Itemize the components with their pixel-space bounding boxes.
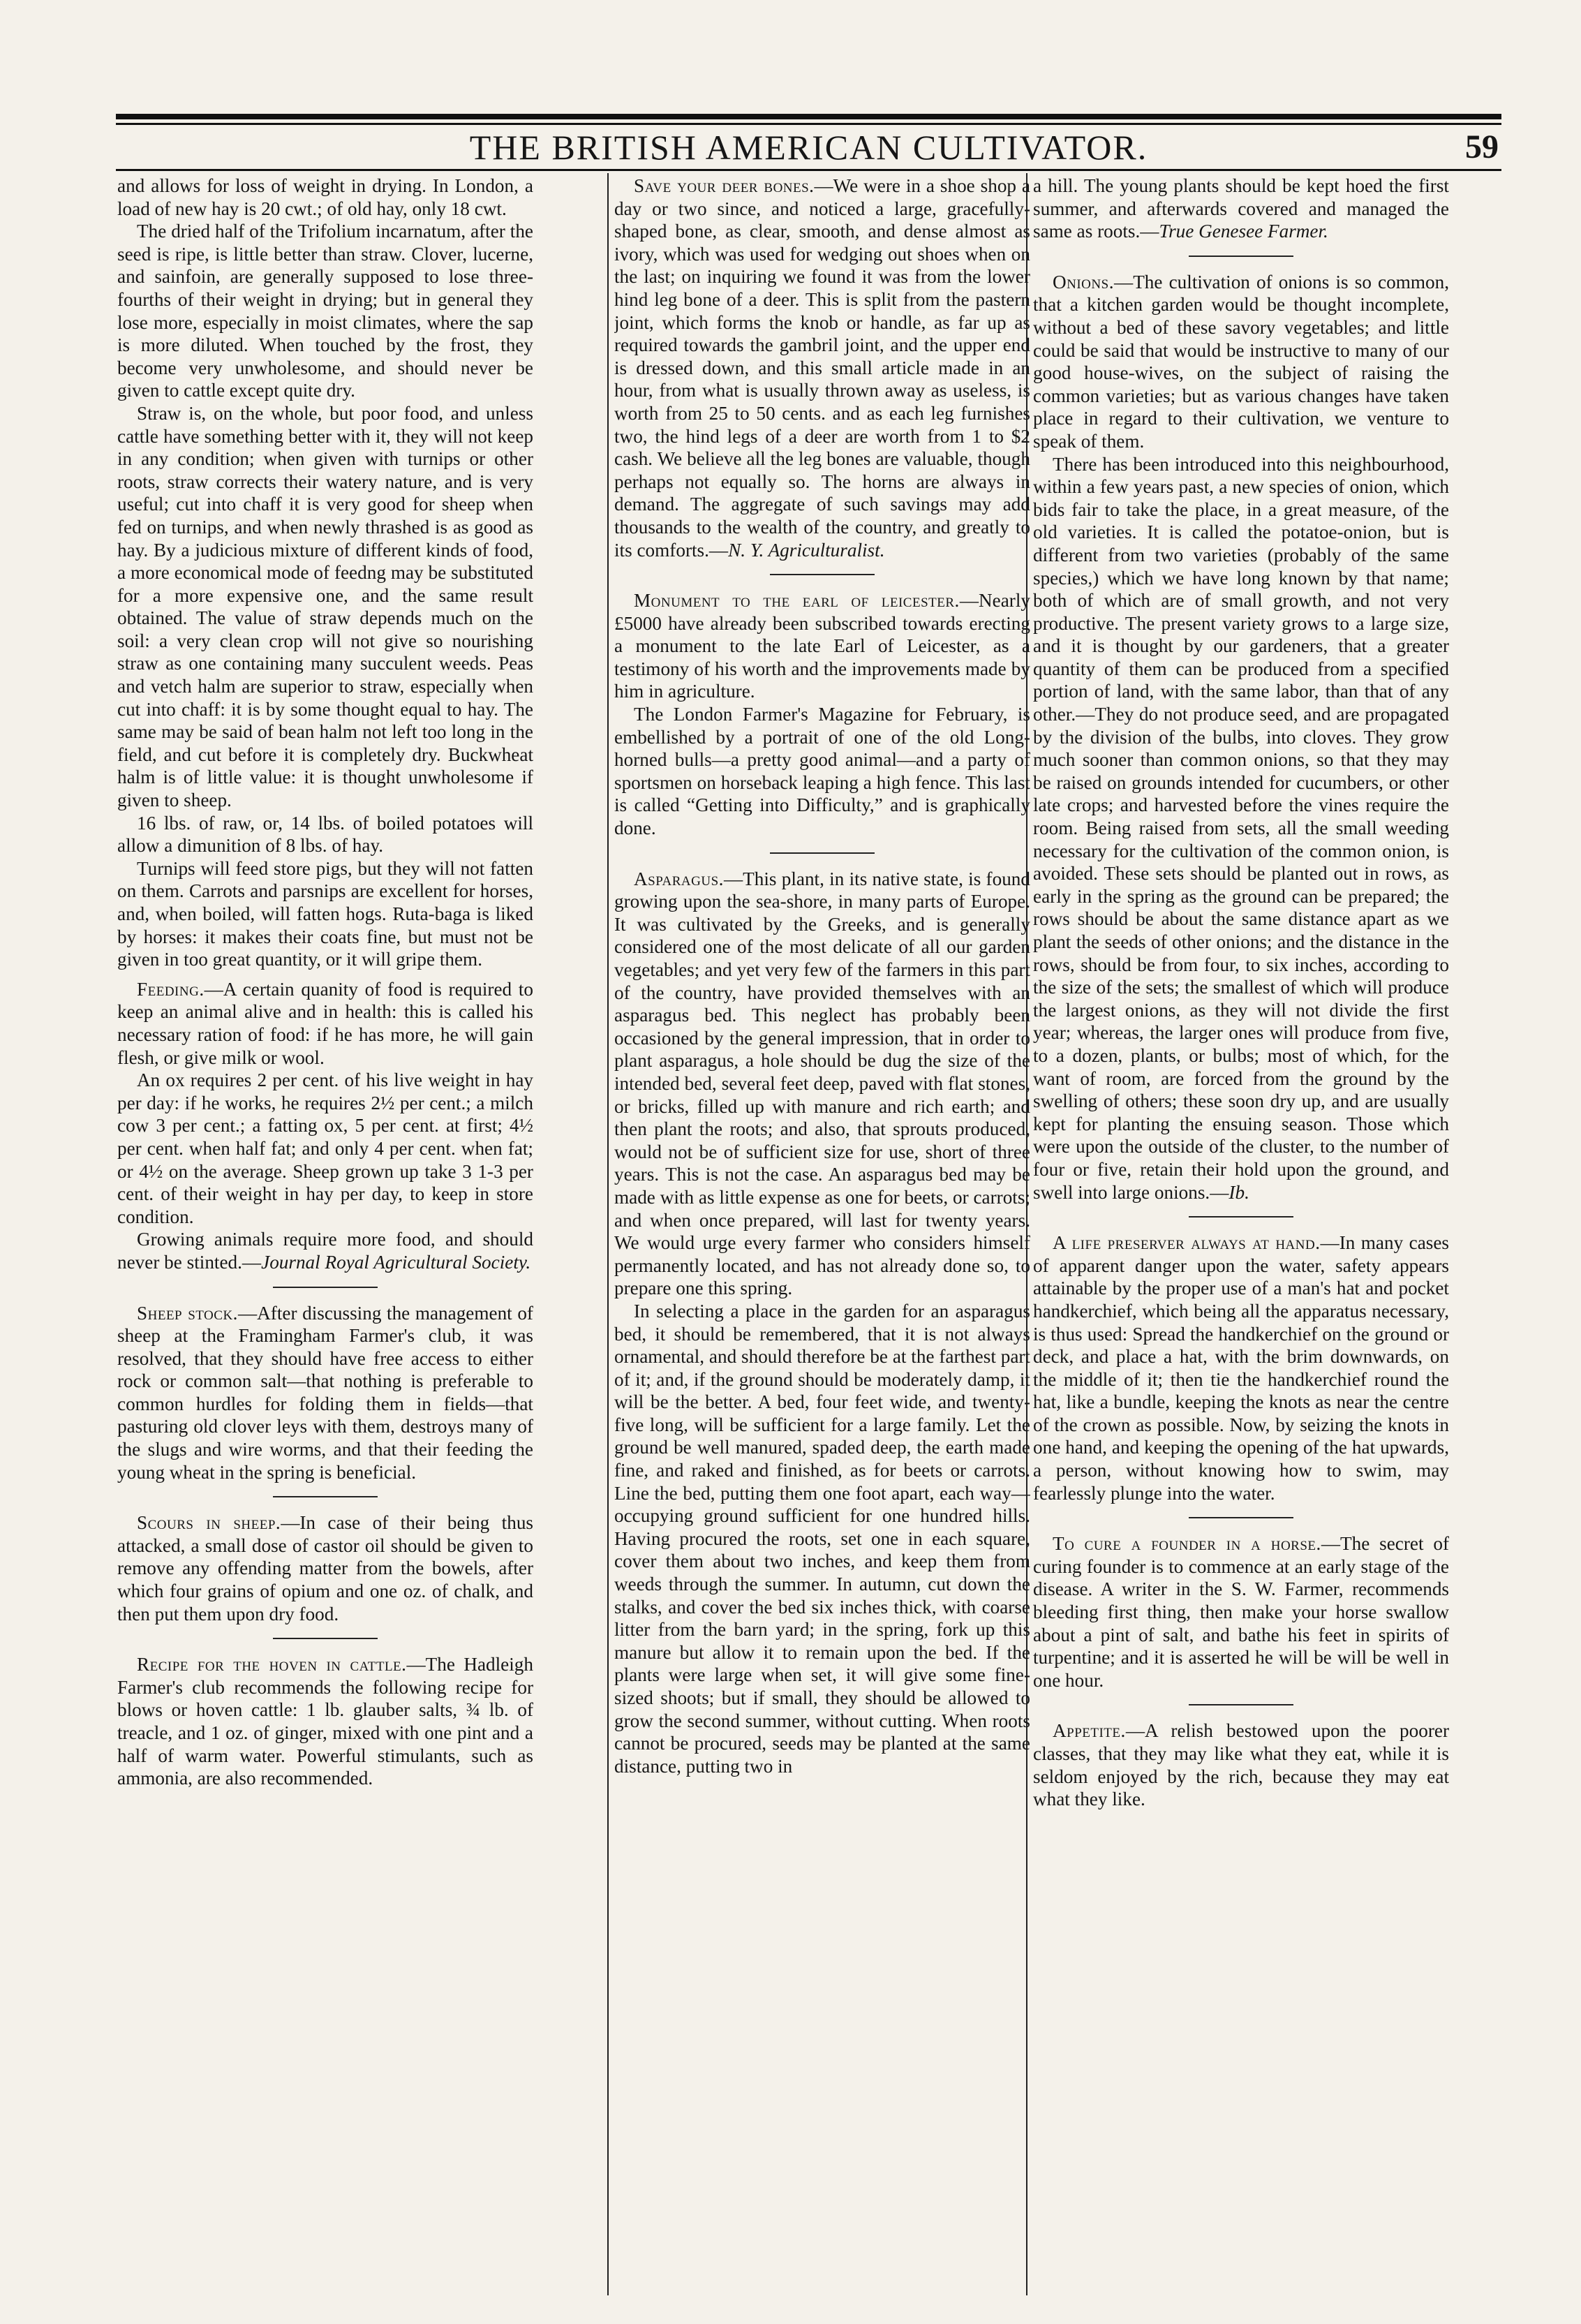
article-heading: Feeding. xyxy=(137,978,205,1000)
page-number: 59 xyxy=(1465,128,1499,165)
article-body: —We were in a shoe shop a day or two since, and noticed a large, gracefully-shaped bone, as clear, smooth, and dense almost as ivory, which was used for wedging out shoes when on the last; on inquiring we found it was from the lower hind leg bone of a deer. This is split from the pastern joint, which forms the knob or handle, as far up as required towards the gambril joint, and the upper end is dressed down, and this small article made in an hour, from what is usually thrown away as useless, is worth from 25 to 50 cents. and as each leg furnishes two, the hind legs of a deer are worth from 1 to $2 cash. We believe all the leg bones are valuable, though perhaps not equally so. The horns are always in demand. The aggregate of such savings may add thousands to the wealth of the country, and greatly to its comforts.— xyxy=(614,175,1030,561)
header-rule-thin xyxy=(116,123,1501,125)
article-asparagus-continued xyxy=(1033,175,1449,243)
paragraph: The London Farmer's Magazine for February, is embellished by a portrait of one of the old Long-horned bulls—a pretty good animal—and a party of sportsmen on horseback leaping a high fence. This last is called “Getting into Difficulty,” and is graphically done. xyxy=(614,704,1030,839)
article-heading: Appetite. xyxy=(1053,1720,1126,1742)
article-body: —This plant, in its native state, is found growing upon the sea-shore, in many parts of Europe. It was cultivated by the Greeks, and is generally considered one of the most delicate of all our garden vegetables; and yet very few of the farmers in this part of the country, have provided themselves with an asparagus bed. This neglect has probably been occasioned by the general impression, that in order to plant asparagus, a hole should be dug the size of the intended bed, several feet deep, paved with flat stones, or bricks, filled up with manure and rich earth; and then plant the roots; and also, that sprouts produced, would not be of sufficient size for use, short of three years. This is not the case. An asparagus bed may be made with as little expense as one for beets, or carrots; and when once prepared, will last for twenty years. We would urge every farmer who considers himself permanently located, and has not already done so, to prepare one this spring. xyxy=(614,868,1030,1299)
paragraph: Growing animals require more food, and should never be stinted.— xyxy=(117,1229,533,1273)
article-heading: Sheep stock. xyxy=(137,1302,238,1324)
article-sheep-stock xyxy=(117,1302,533,1484)
article-heading: To cure a founder in a horse. xyxy=(1053,1533,1321,1555)
paragraph: The dried half of the Trifolium incarnatum, after the seed is ripe, is little better than straw. Clover, lucerne, and sainfoin, are generally supposed to lose three-fourths of their weight in drying; but in general they lose more, especially in moist climates, where the sap is more diluted. When touched by the frost, they become very unwholesome, and should never be given to cattle except quite dry. xyxy=(117,221,533,401)
article-body: —In many cases of apparent danger upon the water, safety appears attainable by the proper use of a man's hat and pocket handkerchief, which being all the apparatus necessary, is thus used: Spread the handkerchief on the ground or deck, and place a hat, with the brim downwards, on the middle of it; then tie the handkerchief round the hat, like a bundle, keeping the knots as near the centre of the crown as possible. Now, by seizing the knots in one hand, and keeping the opening of the hat upwards, a person, without knowing how to swim, may fearlessly plunge into the water. xyxy=(1033,1232,1449,1504)
article-heading: Save your deer bones. xyxy=(634,175,815,196)
paragraph: An ox requires 2 per cent. of his live weight in hay per day: if he works, he requires 2½ per cent.; a milch cow 3 per cent.; a fatting ox, 5 per cent. at first; 4½ per cent. when half fat; and only 4 per cent. when fat; or 4½ on the average. Sheep grown up take 3 1-3 per cent. of their weight in hay per day, to keep in store condition. xyxy=(117,1070,533,1227)
source-credit: N. Y. Agriculturalist. xyxy=(728,539,885,561)
article-hoven xyxy=(117,1653,533,1790)
article-separator xyxy=(770,852,875,854)
article-separator xyxy=(273,1287,378,1288)
source-credit: Ib. xyxy=(1229,1181,1249,1203)
article-separator xyxy=(1189,1704,1293,1705)
article-hay xyxy=(117,175,533,971)
article-separator xyxy=(1189,1216,1293,1217)
paragraph: and allows for loss of weight in drying. In London, a load of new hay is 20 cwt.; of old hay, only 18 cwt. xyxy=(117,175,533,219)
article-body: —A certain quanity of food is required to keep an animal alive and in health: this is called his necessary ration of food: if he has more, he will gain flesh, or give milk or wool. xyxy=(117,978,533,1068)
paragraph: There has been introduced into this neighbourhood, within a few years past, a new species of onion, which bids fair to take the place, in a great measure, of the old varieties. It is called the potatoe-onion, but is different from two varieties (probably of the same species,) which we have long known by that name; both of which are of small growth, and not very productive. The present variety grows to a large size, and it is thought by our gardeners, that a greater quantity of them can be produced from a specified portion of land, with the same labor, than that of any other.—They do not produce seed, and are propagated by the division of the bulbs, into cloves. They grow much sooner than common onions, so that they may be raised on grounds intended for cucumbers, or other late crops; and harvested before the vines require the room. Being raised from sets, all the small weeding necessary for the cultivation of the common onion, is avoided. These sets should be planted out in rows, as early in the spring as the ground can be prepared; the rows should be about the same distance apart as we plant the seeds of other onions; and the distance in the rows, should be from four, to six inches, according to the size of the sets; the smallest of which will produce the largest onions, as they will not divide the first year; whereas, the larger ones will produce from five, to a dozen, plants, or bulbs; most of which, for the want of room, are forced from the ground by the swelling of others; these soon dry up, and are usually kept for planting the ensuing season. Those which were upon the outside of the cluster, to the number of four or five, retain their hold upon the ground, and swell into large onions.— xyxy=(1033,453,1449,1203)
article-body: a hill. The young plants should be kept hoed the first summer, and afterwards covered and managed the same as roots.— xyxy=(1033,175,1449,242)
column-1 xyxy=(117,175,533,2290)
paragraph: Straw is, on the whole, but poor food, and unless cattle have something better with it, they will not keep in any condition; when given with turnips or other roots, straw corrects their watery nature, and is very useful; cut into chaff it is very good for sheep when fed on turnips, and when newly thrashed is as good as hay. By a judicious mixture of different kinds of food, a more economical mode of feedng may be substituted for a more expensive one, and the same result obtained. The value of straw depends much on the soil: a very clean crop will not give so nourishing straw as one containing many succulent weeds. Peas and vetch halm are superior to straw, especially when cut into chaff: it is by some thought equal to hay. The same may be said of bean halm not left too long in the field, and cut before it is completely dry. Buckwheat halm is of little value: it is thought unwholesome if given to sheep. xyxy=(117,402,533,811)
article-onions xyxy=(1033,271,1449,1204)
article-separator xyxy=(273,1638,378,1639)
column-2 xyxy=(614,175,1030,2290)
article-body: —A relish bestowed upon the poorer classes, that they may like what they eat, while it is seldom enjoyed by the rich, because they may eat what they like. xyxy=(1033,1720,1449,1810)
article-heading: Recipe for the hoven in cattle. xyxy=(137,1654,407,1675)
article-scours xyxy=(117,1511,533,1625)
article-asparagus xyxy=(614,868,1030,1778)
article-monument xyxy=(614,589,1030,840)
paragraph: In selecting a place in the garden for an asparagus bed, it should be remembered, that it is not always ornamental, and should therefore be at the farthest part of it; and, if the ground should be moderately damp, it will be the better. A bed, four feet wide, and twenty-five long, will be sufficient for a large family. Let the ground be well manured, spaded deep, the earth made fine, and raked and finished, as for beets or carrots. Line the bed, putting them one foot apart, each way—occupying ground sufficient for one hundred hills. Having procured the roots, set one in each square, cover them about two inches, and keep them from weeds through the summer. In autumn, cut down the stalks, and cover the bed six inches thick, with coarse litter from the barn yard; in the spring, fork up this manure but allow it to remain upon the bed. If the plants were large when set, it will give some fine-sized shoots; but if small, they should be allowed to grow the second summer, without cutting. When roots cannot be procured, seeds may be planted at the same distance, putting two in xyxy=(614,1300,1030,1777)
column-rule-1 xyxy=(607,173,609,2295)
article-appetite xyxy=(1033,1719,1449,1810)
paragraph: 16 lbs. of raw, or, 14 lbs. of boiled potatoes will allow a dimunition of 8 lbs. of hay. xyxy=(117,812,533,857)
article-separator xyxy=(1189,256,1293,257)
header-rule-thick xyxy=(116,114,1501,119)
article-separator xyxy=(273,1496,378,1497)
article-heading: Asparagus. xyxy=(634,868,724,889)
source-credit: Journal Royal Agricultural Society. xyxy=(261,1251,531,1273)
article-heading: Onions. xyxy=(1053,271,1114,293)
article-separator xyxy=(770,574,875,575)
running-header xyxy=(116,126,1501,171)
article-separator xyxy=(1189,1517,1293,1518)
article-body: —The Hadleigh Farmer's club recommends the following recipe for blows or hoven cattle: 1 lb. glauber salts, ¾ lb. of treacle, and 1 oz. of ginger, mixed with one pint and a half of warm water. Powerful stimulants, such as ammonia, are also recommended. xyxy=(117,1654,533,1789)
article-body: —The secret of curing founder is to commence at an early stage of the disease. A writer in the S. W. Farmer, recommends bleeding first thing, then make your horse swallow about a pint of salt, and bathe his feet in spirits of turpentine; and it is asserted he will be will be well in one hour. xyxy=(1033,1533,1449,1691)
page-title: THE BRITISH AMERICAN CULTIVATOR. xyxy=(469,128,1148,167)
article-heading: Scours in sheep. xyxy=(137,1512,281,1534)
article-body: —The cultivation of onions is so common, that a kitchen garden would be thought incomplete, without a bed of these savory vegetables; and little could be said that would be instructive to many of our good house-wives, on the subject of raising the common varieties; but as various changes have taken place in regard to their cultivation, we venture to speak of them. xyxy=(1033,271,1449,452)
article-deer-bones xyxy=(614,175,1030,561)
article-body: —In case of their being thus attacked, a small dose of castor oil should be given to remove any offending matter from the bowels, after which four grains of opium and one oz. of chalk, and then put them upon dry food. xyxy=(117,1512,533,1624)
article-heading: Monument to the earl of leicester. xyxy=(634,590,960,612)
column-3 xyxy=(1033,175,1449,2290)
article-feeding xyxy=(117,978,533,1274)
article-founder xyxy=(1033,1532,1449,1692)
paragraph: Turnips will feed store pigs, but they will not fatten on them. Carrots and parsnips are excellent for horses, and, when boiled, will fatten hogs. Ruta-baga is liked by horses: it makes their coats fine, but must not be given in too great quantity, or it will gripe them. xyxy=(117,857,533,970)
article-body: —Nearly £5000 have already been subscribed towards erecting a monument to the late Earl of Leicester, as a testimony of his worth and the improvements made by him in agriculture. xyxy=(614,590,1030,702)
article-body: —After discussing the management of sheep at the Framingham Farmer's club, it was resolved, that they should have free access to either rock or common salt—that nothing is preferable to common hurdles for folding them in fields—that pasturing old clover leys with them, destroys many of the slugs and wire worms, and that their feeding the young wheat in the spring is beneficial. xyxy=(117,1302,533,1483)
source-credit: True Genesee Farmer. xyxy=(1159,221,1328,242)
article-life-preserver xyxy=(1033,1231,1449,1504)
article-heading: A life preserver always at hand. xyxy=(1053,1232,1321,1254)
